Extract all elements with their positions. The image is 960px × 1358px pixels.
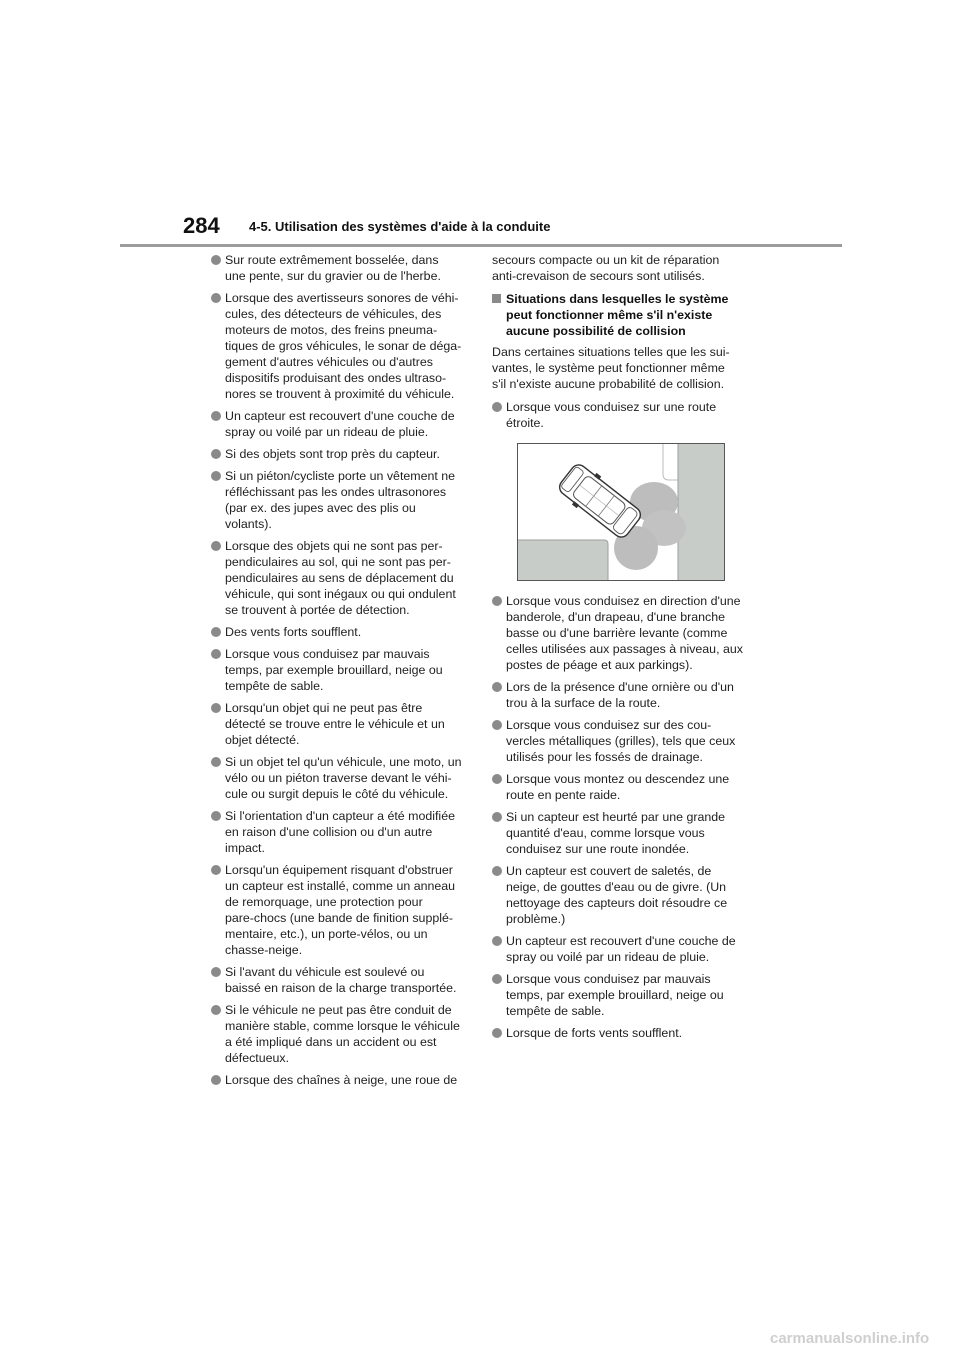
list-item bbox=[492, 1025, 750, 1041]
list-item bbox=[492, 717, 750, 765]
list-item bbox=[492, 771, 750, 803]
list-item bbox=[211, 624, 469, 640]
list-item-text: Si le véhicule ne peut pas être conduit de manière stable, comme lorsque le véhicule a été impliqué dans un accident ou est défectueux. bbox=[225, 1003, 460, 1065]
list-item-text: Lorsque des chaînes à neige, une roue de bbox=[225, 1073, 458, 1087]
list-item-text: Lorsque vous conduisez par mauvais temps, par exemple brouillard, neige ou tempête de sable. bbox=[506, 972, 724, 1018]
list-item bbox=[211, 808, 469, 856]
bullet-icon bbox=[211, 255, 221, 265]
header-divider bbox=[120, 244, 842, 247]
bullet-icon bbox=[492, 720, 502, 730]
list-item-text: Si des objets sont trop près du capteur. bbox=[225, 447, 440, 461]
list-item-text: Lorsque vous conduisez en direction d'une banderole, d'un drapeau, d'une branche basse ou d'une barrière levante (comme celles utilisées aux passages à niveau, aux postes de péage et aux parkings). bbox=[506, 594, 743, 672]
intro-paragraph: Dans certaines situations telles que les sui- vantes, le système peut fonctionner même s'il n'existe aucune probabilité de collision. bbox=[492, 345, 730, 391]
list-item-text: Lorsque vous conduisez par mauvais temps, par exemple brouillard, neige ou tempête de sable. bbox=[225, 647, 443, 693]
car-on-narrow-road-illustration bbox=[517, 443, 725, 581]
bullet-icon bbox=[492, 682, 502, 692]
list-item-text: Des vents forts soufflent. bbox=[225, 625, 362, 639]
bullet-icon bbox=[211, 293, 221, 303]
square-bullet-icon bbox=[492, 294, 501, 303]
list-item-text: Lorsque vous conduisez sur une route étroite. bbox=[506, 400, 717, 430]
list-item bbox=[211, 408, 469, 440]
list-item bbox=[492, 971, 750, 1019]
bullet-icon bbox=[211, 541, 221, 551]
list-item-text: Lorsqu'un objet qui ne peut pas être détecté se trouve entre le véhicule et un objet détecté. bbox=[225, 701, 445, 747]
subheading-text: Situations dans lesquelles le système peut fonctionner même s'il n'existe aucune possibilité de collision bbox=[506, 292, 729, 338]
bullet-icon bbox=[211, 649, 221, 659]
list-item bbox=[211, 1072, 469, 1088]
bullet-icon bbox=[211, 449, 221, 459]
bullet-icon bbox=[211, 967, 221, 977]
list-item-text: Un capteur est recouvert d'une couche de spray ou voilé par un rideau de pluie. bbox=[506, 934, 736, 964]
list-item bbox=[211, 252, 469, 284]
bullet-icon bbox=[211, 1005, 221, 1015]
list-item-text: Lorsque des objets qui ne sont pas per- pendiculaires au sol, qui ne sont pas per- pendiculaires au sens de déplacement du véhicule, qui sont inégaux ou qui ondulent se trouvent à portée de détection. bbox=[225, 539, 456, 617]
bullet-icon bbox=[211, 471, 221, 481]
list-item bbox=[492, 399, 750, 431]
list-item-text: Sur route extrêmement bosselée, dans une pente, sur du gravier ou de l'herbe. bbox=[225, 253, 441, 283]
list-item bbox=[211, 1002, 469, 1066]
list-item bbox=[492, 863, 750, 927]
bullet-icon bbox=[492, 1028, 502, 1038]
bullet-icon bbox=[492, 774, 502, 784]
list-item-text: Lorsque vous montez ou descendez une route en pente raide. bbox=[506, 772, 730, 802]
list-item-text: Si un objet tel qu'un véhicule, une moto, un vélo ou un piéton traverse devant le véhi- cule ou surgit depuis le côté du véhicule. bbox=[225, 755, 462, 801]
list-item bbox=[211, 700, 469, 748]
list-item bbox=[211, 290, 469, 402]
list-item bbox=[492, 593, 750, 673]
section-title: 4-5. Utilisation des systèmes d'aide à la conduite bbox=[249, 219, 551, 234]
right-bullet-list bbox=[492, 593, 750, 1041]
bullet-icon bbox=[492, 402, 502, 412]
list-item-text: Lorsque vous conduisez sur des cou- vercles métalliques (grilles), tels que ceux utilisés pour les fossés de drainage. bbox=[506, 718, 736, 764]
list-item bbox=[211, 646, 469, 694]
bullet-icon bbox=[211, 1075, 221, 1085]
bullet-icon bbox=[492, 974, 502, 984]
list-item bbox=[492, 809, 750, 857]
continued-text: secours compacte ou un kit de réparation anti-crevaison de secours sont utilisés. bbox=[492, 253, 720, 283]
list-item bbox=[211, 754, 469, 802]
list-item-text: Si l'orientation d'un capteur a été modifiée en raison d'une collision ou d'un autre impact. bbox=[225, 809, 455, 855]
list-item bbox=[211, 538, 469, 618]
left-column bbox=[211, 252, 469, 1094]
list-item bbox=[211, 862, 469, 958]
list-item bbox=[492, 933, 750, 965]
bullet-icon bbox=[211, 757, 221, 767]
list-item bbox=[211, 468, 469, 532]
bullet-icon bbox=[211, 703, 221, 713]
list-item-text: Un capteur est couvert de saletés, de neige, de gouttes d'eau ou de givre. (Un nettoyage des capteurs doit résoudre ce problème.) bbox=[506, 864, 728, 926]
bullet-icon bbox=[492, 866, 502, 876]
right-column bbox=[492, 252, 750, 1047]
list-item-text: Un capteur est recouvert d'une couche de spray ou voilé par un rideau de pluie. bbox=[225, 409, 455, 439]
page-number: 284 bbox=[183, 213, 220, 238]
bullet-icon bbox=[211, 411, 221, 421]
bullet-icon bbox=[211, 627, 221, 637]
list-item-text: Lors de la présence d'une ornière ou d'un trou à la surface de la route. bbox=[506, 680, 734, 710]
list-item bbox=[492, 679, 750, 711]
bullet-icon bbox=[492, 596, 502, 606]
list-item-text: Si un capteur est heurté par une grande quantité d'eau, comme lorsque vous conduisez sur une route inondée. bbox=[506, 810, 726, 856]
list-item-text: Si l'avant du véhicule est soulevé ou baissé en raison de la charge transportée. bbox=[225, 965, 457, 995]
list-item-text: Lorsque des avertisseurs sonores de véhi- cules, des détecteurs de véhicules, des moteurs de motos, des freins pneuma- tiques de gros véhicules, le sonar de déga- gement d'autres véhicules ou d'autres dispositifs produisant des ondes ultraso- nores se trouvent à proximité du véhicule. bbox=[225, 291, 462, 401]
bullet-icon bbox=[211, 811, 221, 821]
bullet-icon bbox=[492, 936, 502, 946]
list-item-text: Si un piéton/cycliste porte un vêtement ne réfléchissant pas les ondes ultrasonores (par ex. des jupes avec des plis ou volants). bbox=[225, 469, 456, 531]
list-item bbox=[211, 446, 469, 462]
subheading bbox=[492, 291, 750, 339]
list-item bbox=[211, 964, 469, 996]
watermark: carmanualsonline.info bbox=[770, 1330, 930, 1347]
bullet-icon bbox=[211, 865, 221, 875]
list-item-text: Lorsqu'un équipement risquant d'obstruer un capteur est installé, comme un anneau de remorquage, une protection pour pare-chocs (une bande de finition supplé- mentaire, etc.), un porte-vélos, ou un chasse-neige. bbox=[225, 863, 456, 957]
bullet-icon bbox=[492, 812, 502, 822]
list-item-text: Lorsque de forts vents soufflent. bbox=[506, 1026, 683, 1040]
